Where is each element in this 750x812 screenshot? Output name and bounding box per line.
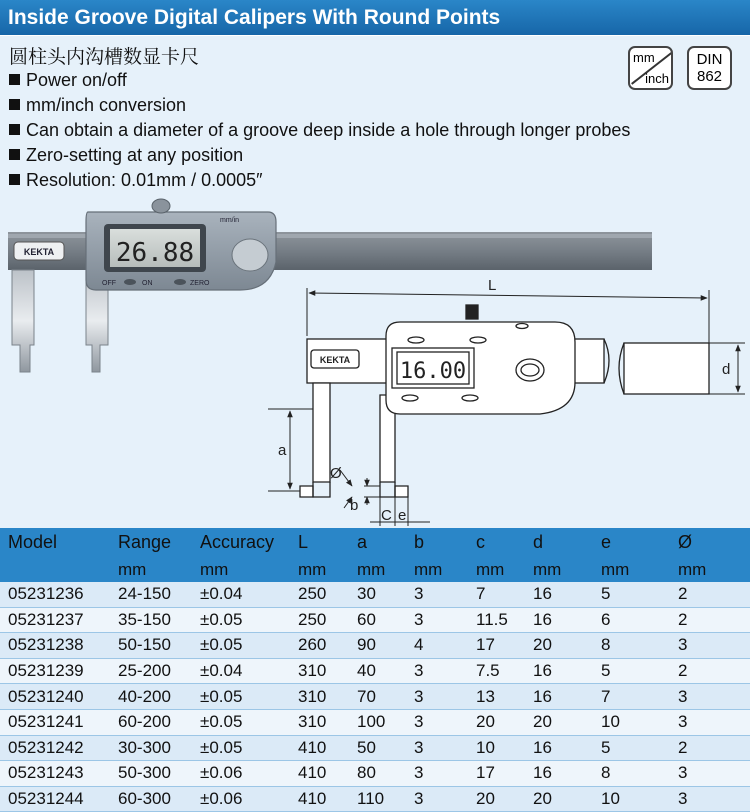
table-row (0, 709, 750, 735)
table-cell: 80 (349, 761, 406, 787)
chinese-product-name: 圆柱头内沟槽数显卡尺 (9, 46, 200, 68)
svg-text:ON: ON (142, 280, 153, 287)
table-cell: 5 (593, 658, 670, 684)
svg-text:16.00: 16.00 (399, 359, 467, 384)
svg-text:mm/in: mm/in (220, 217, 240, 224)
table-cell: 05231242 (0, 735, 110, 761)
column-unit: mm (593, 557, 670, 582)
table-cell: 110 (349, 786, 406, 812)
column-header: e (593, 528, 670, 557)
table-cell: 10 (593, 786, 670, 812)
table-cell: 25-200 (110, 658, 192, 684)
table-cell: 05231243 (0, 761, 110, 787)
table-cell: 35-150 (110, 607, 192, 633)
thumb-roller (152, 199, 170, 213)
table-cell: 410 (290, 786, 349, 812)
feature-item: Power on/off (9, 68, 630, 93)
feature-item: Can obtain a diameter of a groove deep inside a hole through longer probes (9, 118, 630, 143)
column-unit: mm (670, 557, 750, 582)
table-cell: 7.5 (468, 658, 525, 684)
table-cell: 20 (525, 633, 593, 659)
svg-text:KEKTA: KEKTA (23, 247, 55, 257)
table-cell: ±0.05 (192, 684, 290, 710)
table-cell: ±0.05 (192, 735, 290, 761)
thumb-window (232, 239, 268, 271)
table-row (0, 786, 750, 812)
table-cell: 3 (406, 658, 468, 684)
table-cell: 20 (525, 709, 593, 735)
table-cell: 40 (349, 658, 406, 684)
table-cell: 3 (406, 607, 468, 633)
table-cell: 4 (406, 633, 468, 659)
table-cell: 3 (406, 709, 468, 735)
svg-text:b: b (350, 497, 359, 514)
table-cell: 3 (670, 709, 750, 735)
column-header: Model (0, 528, 110, 557)
table-cell: 3 (406, 735, 468, 761)
mm-inch-badge: mm inch (628, 46, 673, 90)
table-cell: 10 (468, 735, 525, 761)
table-cell: 8 (593, 633, 670, 659)
table-cell: 2 (670, 582, 750, 607)
table-cell: 11.5 (468, 607, 525, 633)
table-cell: 50-150 (110, 633, 192, 659)
table-cell: 16 (525, 761, 593, 787)
table-cell: 2 (670, 735, 750, 761)
table-row (0, 582, 750, 607)
technical-drawing (268, 277, 745, 526)
column-header: d (525, 528, 593, 557)
table-cell: 05231237 (0, 607, 110, 633)
table-unit-row (0, 557, 750, 582)
table-row (0, 761, 750, 787)
table-cell: 60-200 (110, 709, 192, 735)
feature-item: mm/inch conversion (9, 93, 630, 118)
table-cell: 50 (349, 735, 406, 761)
table-cell: 310 (290, 658, 349, 684)
table-cell: 60 (349, 607, 406, 633)
table-cell: 3 (406, 684, 468, 710)
table-cell: 250 (290, 582, 349, 607)
table-cell: 70 (349, 684, 406, 710)
column-header: a (349, 528, 406, 557)
table-cell: ±0.06 (192, 761, 290, 787)
table-cell: 5 (593, 582, 670, 607)
table-cell: 6 (593, 607, 670, 633)
spec-table (0, 528, 750, 812)
table-cell: 250 (290, 607, 349, 633)
table-cell: 17 (468, 633, 525, 659)
table-cell: 410 (290, 735, 349, 761)
column-unit: mm (290, 557, 349, 582)
table-cell: 8 (593, 761, 670, 787)
table-cell: 310 (290, 684, 349, 710)
table-cell: 17 (468, 761, 525, 787)
svg-text:26.88: 26.88 (115, 238, 195, 268)
table-cell: 7 (593, 684, 670, 710)
table-cell: 3 (670, 633, 750, 659)
table-cell: ±0.05 (192, 709, 290, 735)
table-cell: 13 (468, 684, 525, 710)
column-header: c (468, 528, 525, 557)
table-cell: 100 (349, 709, 406, 735)
table-cell: 16 (525, 582, 593, 607)
table-cell: 3 (406, 582, 468, 607)
svg-text:e: e (398, 507, 407, 524)
table-cell: 05231241 (0, 709, 110, 735)
table-cell: 5 (593, 735, 670, 761)
svg-text:d: d (722, 361, 731, 378)
table-cell: 40-200 (110, 684, 192, 710)
column-unit: mm (110, 557, 192, 582)
table-row (0, 735, 750, 761)
table-cell: 05231244 (0, 786, 110, 812)
table-cell: 05231238 (0, 633, 110, 659)
column-unit: mm (525, 557, 593, 582)
feature-item: Zero-setting at any position (9, 143, 630, 168)
table-cell: 3 (670, 684, 750, 710)
table-row (0, 658, 750, 684)
table-cell: 3 (406, 761, 468, 787)
svg-text:KEKTA: KEKTA (319, 355, 351, 365)
table-cell: ±0.05 (192, 633, 290, 659)
column-unit: mm (406, 557, 468, 582)
column-header: Accuracy (192, 528, 290, 557)
page-title: Inside Groove Digital Calipers With Round Points (0, 0, 750, 35)
table-cell: 3 (670, 761, 750, 787)
svg-text:Ø: Ø (330, 465, 342, 482)
table-cell: 3 (670, 786, 750, 812)
svg-text:C: C (381, 507, 392, 524)
table-cell: 16 (525, 607, 593, 633)
table-cell: 30-300 (110, 735, 192, 761)
table-cell: 60-300 (110, 786, 192, 812)
table-row (0, 633, 750, 659)
column-header: Ø (670, 528, 750, 557)
column-header: Range (110, 528, 192, 557)
svg-text:L: L (488, 277, 497, 294)
table-cell: 2 (670, 607, 750, 633)
column-unit: mm (192, 557, 290, 582)
table-cell: 16 (525, 735, 593, 761)
table-cell: 50-300 (110, 761, 192, 787)
table-cell: 16 (525, 684, 593, 710)
svg-text:OFF: OFF (102, 280, 116, 287)
column-header: b (406, 528, 468, 557)
dimension-L (309, 293, 707, 298)
table-cell: 410 (290, 761, 349, 787)
table-cell: 2 (670, 658, 750, 684)
column-unit: mm (468, 557, 525, 582)
table-cell: ±0.04 (192, 658, 290, 684)
table-cell: 24-150 (110, 582, 192, 607)
table-cell: 260 (290, 633, 349, 659)
table-row (0, 684, 750, 710)
table-cell: 310 (290, 709, 349, 735)
feature-item: Resolution: 0.01mm / 0.0005″ (9, 168, 630, 193)
table-cell: 20 (468, 709, 525, 735)
svg-text:a: a (278, 442, 287, 459)
din-badge: DIN 862 (687, 46, 732, 90)
table-cell: 90 (349, 633, 406, 659)
table-cell: 3 (406, 786, 468, 812)
table-cell: ±0.06 (192, 786, 290, 812)
column-unit: mm (349, 557, 406, 582)
table-cell: ±0.05 (192, 607, 290, 633)
table-cell: 16 (525, 658, 593, 684)
table-cell: 7 (468, 582, 525, 607)
svg-text:ZERO: ZERO (190, 280, 210, 287)
column-unit (0, 557, 110, 582)
table-cell: 10 (593, 709, 670, 735)
table-cell: 20 (468, 786, 525, 812)
table-cell: 05231240 (0, 684, 110, 710)
table-header-row (0, 528, 750, 557)
drawing-thumb-roller (466, 305, 478, 319)
table-cell: 05231239 (0, 658, 110, 684)
table-cell: 05231236 (0, 582, 110, 607)
table-cell: 30 (349, 582, 406, 607)
table-cell: 20 (525, 786, 593, 812)
column-header: L (290, 528, 349, 557)
fixed-jaw (12, 270, 34, 372)
table-row (0, 607, 750, 633)
table-cell: ±0.04 (192, 582, 290, 607)
